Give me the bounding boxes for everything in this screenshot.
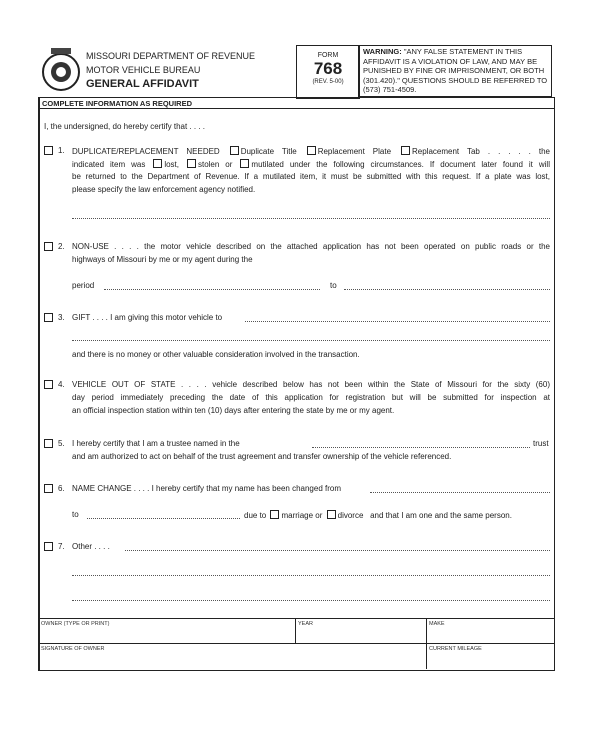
warning-text: PUNISHED BY FINE OR IMPRISONMENT, OR BOTH <box>363 66 545 75</box>
item6-line1: NAME CHANGE . . . . I hereby certify that my name has been changed from <box>72 484 341 493</box>
item1-line4: please specify the law enforcement agency notified. <box>72 185 256 194</box>
bureau-name: MOTOR VEHICLE BUREAU <box>86 65 201 75</box>
new-name-label: to <box>72 510 79 519</box>
replacement-tab-checkbox[interactable] <box>401 146 410 155</box>
former-name-field[interactable] <box>370 492 550 493</box>
item1-line2: indicated item was lost, stolen or mutilated under the following circumstances. If document later found it will <box>72 160 550 169</box>
item3-checkbox[interactable] <box>44 313 53 322</box>
circumstances-field[interactable] <box>72 218 550 219</box>
item7-checkbox[interactable] <box>44 542 53 551</box>
item4-line1: VEHICLE OUT OF STATE . . . . vehicle described below has not been within the State of Missouri for the sixty (60) <box>72 380 550 389</box>
item-number: 1. <box>58 146 65 155</box>
item1-line3: be returned to the Department of Revenue. If a mutilated item, it must be submitted with this request. If a plate was lost, <box>72 172 550 181</box>
item-number: 2. <box>58 242 65 251</box>
item2-checkbox[interactable] <box>44 242 53 251</box>
agency-name: MISSOURI DEPARTMENT OF REVENUE <box>86 51 256 61</box>
replacement-plate-checkbox[interactable] <box>307 146 316 155</box>
section-title: COMPLETE INFORMATION AS REQUIRED <box>42 99 192 108</box>
item3-line1: GIFT . . . . I am giving this motor vehicle to <box>72 313 223 322</box>
item4-checkbox[interactable] <box>44 380 53 389</box>
warning-box <box>358 45 552 97</box>
mutilated-checkbox[interactable] <box>240 159 249 168</box>
form-revision: (REV. 5-00) <box>312 79 344 85</box>
form-title: GENERAL AFFIDAVIT <box>86 78 199 90</box>
item6-line2: due to marriage or divorce and that I am one and the same person. <box>244 511 512 520</box>
item5-checkbox[interactable] <box>44 439 53 448</box>
item5-line1: I hereby certify that I am a trustee named in the <box>72 439 240 448</box>
owner-name-field[interactable]: OWNER (TYPE OR PRINT) <box>41 621 110 627</box>
form-number-box <box>296 45 360 99</box>
item1-checkbox[interactable] <box>44 146 53 155</box>
gift-recipient-field-2[interactable] <box>72 340 550 341</box>
warning-text: (301.420)." QUESTIONS SHOULD BE REFERRED TO <box>363 75 548 85</box>
new-name-field[interactable] <box>87 518 240 519</box>
period-to-field[interactable] <box>344 289 550 290</box>
year-field[interactable]: YEAR <box>298 621 313 627</box>
item-number: 3. <box>58 313 65 322</box>
period-label: period <box>72 281 95 290</box>
divorce-checkbox[interactable] <box>327 510 336 519</box>
item-number: 5. <box>58 439 65 448</box>
form-label: FORM <box>317 52 339 59</box>
warning-text: AFFIDAVIT IS A VIOLATION OF LAW, AND MAY BE <box>363 56 538 66</box>
item5-line2: and am authorized to act on behalf of the trust agreement and transfer ownership of the vehicle referenced. <box>72 452 452 461</box>
mileage-field[interactable]: CURRENT MILEAGE <box>429 646 482 652</box>
trust-label: trust <box>533 439 549 448</box>
item6-checkbox[interactable] <box>44 484 53 493</box>
period-to-label: to <box>330 281 337 290</box>
lost-checkbox[interactable] <box>153 159 162 168</box>
warning-text: "ANY FALSE STATEMENT IN THIS <box>403 47 523 56</box>
item4-line3: an official inspection station within ten (10) days after entering the state by me or my agent. <box>72 406 395 415</box>
gift-recipient-field[interactable] <box>245 321 550 322</box>
duplicate-title-checkbox[interactable] <box>230 146 239 155</box>
item2-line2: highways of Missouri by me or my agent during the <box>72 255 253 264</box>
warning-label: WARNING: <box>363 47 402 56</box>
other-field-1[interactable] <box>125 550 550 551</box>
warning-text: (573) 751-4509. <box>363 85 417 94</box>
period-from-field[interactable] <box>104 289 320 290</box>
make-field[interactable]: MAKE <box>429 621 445 627</box>
intro-text: I, the undersigned, do hereby certify that . . . . <box>44 122 205 131</box>
item4-line2: day period immediately preceding the date of this application for registration but will be submitted for inspection at <box>72 393 550 402</box>
item-number: 4. <box>58 380 65 389</box>
signature-field[interactable]: SIGNATURE OF OWNER <box>41 646 105 652</box>
item2-line1: NON-USE . . . . the motor vehicle described on the attached application has not been operated on public roads or the <box>72 242 550 251</box>
item1-line1: DUPLICATE/REPLACEMENT NEEDED Duplicate Title Replacement Plate Replacement Tab . . . . . the <box>72 147 550 156</box>
other-field-3[interactable] <box>72 600 550 601</box>
marriage-checkbox[interactable] <box>270 510 279 519</box>
item-number: 7. <box>58 542 65 551</box>
stolen-checkbox[interactable] <box>187 159 196 168</box>
other-field-2[interactable] <box>72 575 550 576</box>
form-number: 768 <box>313 59 343 78</box>
trust-name-field[interactable] <box>312 447 530 448</box>
item-number: 6. <box>58 484 65 493</box>
missouri-seal-icon <box>41 46 81 94</box>
item3-line2: and there is no money or other valuable consideration involved in the transaction. <box>72 350 360 359</box>
item7-line1: Other . . . . <box>72 542 110 551</box>
